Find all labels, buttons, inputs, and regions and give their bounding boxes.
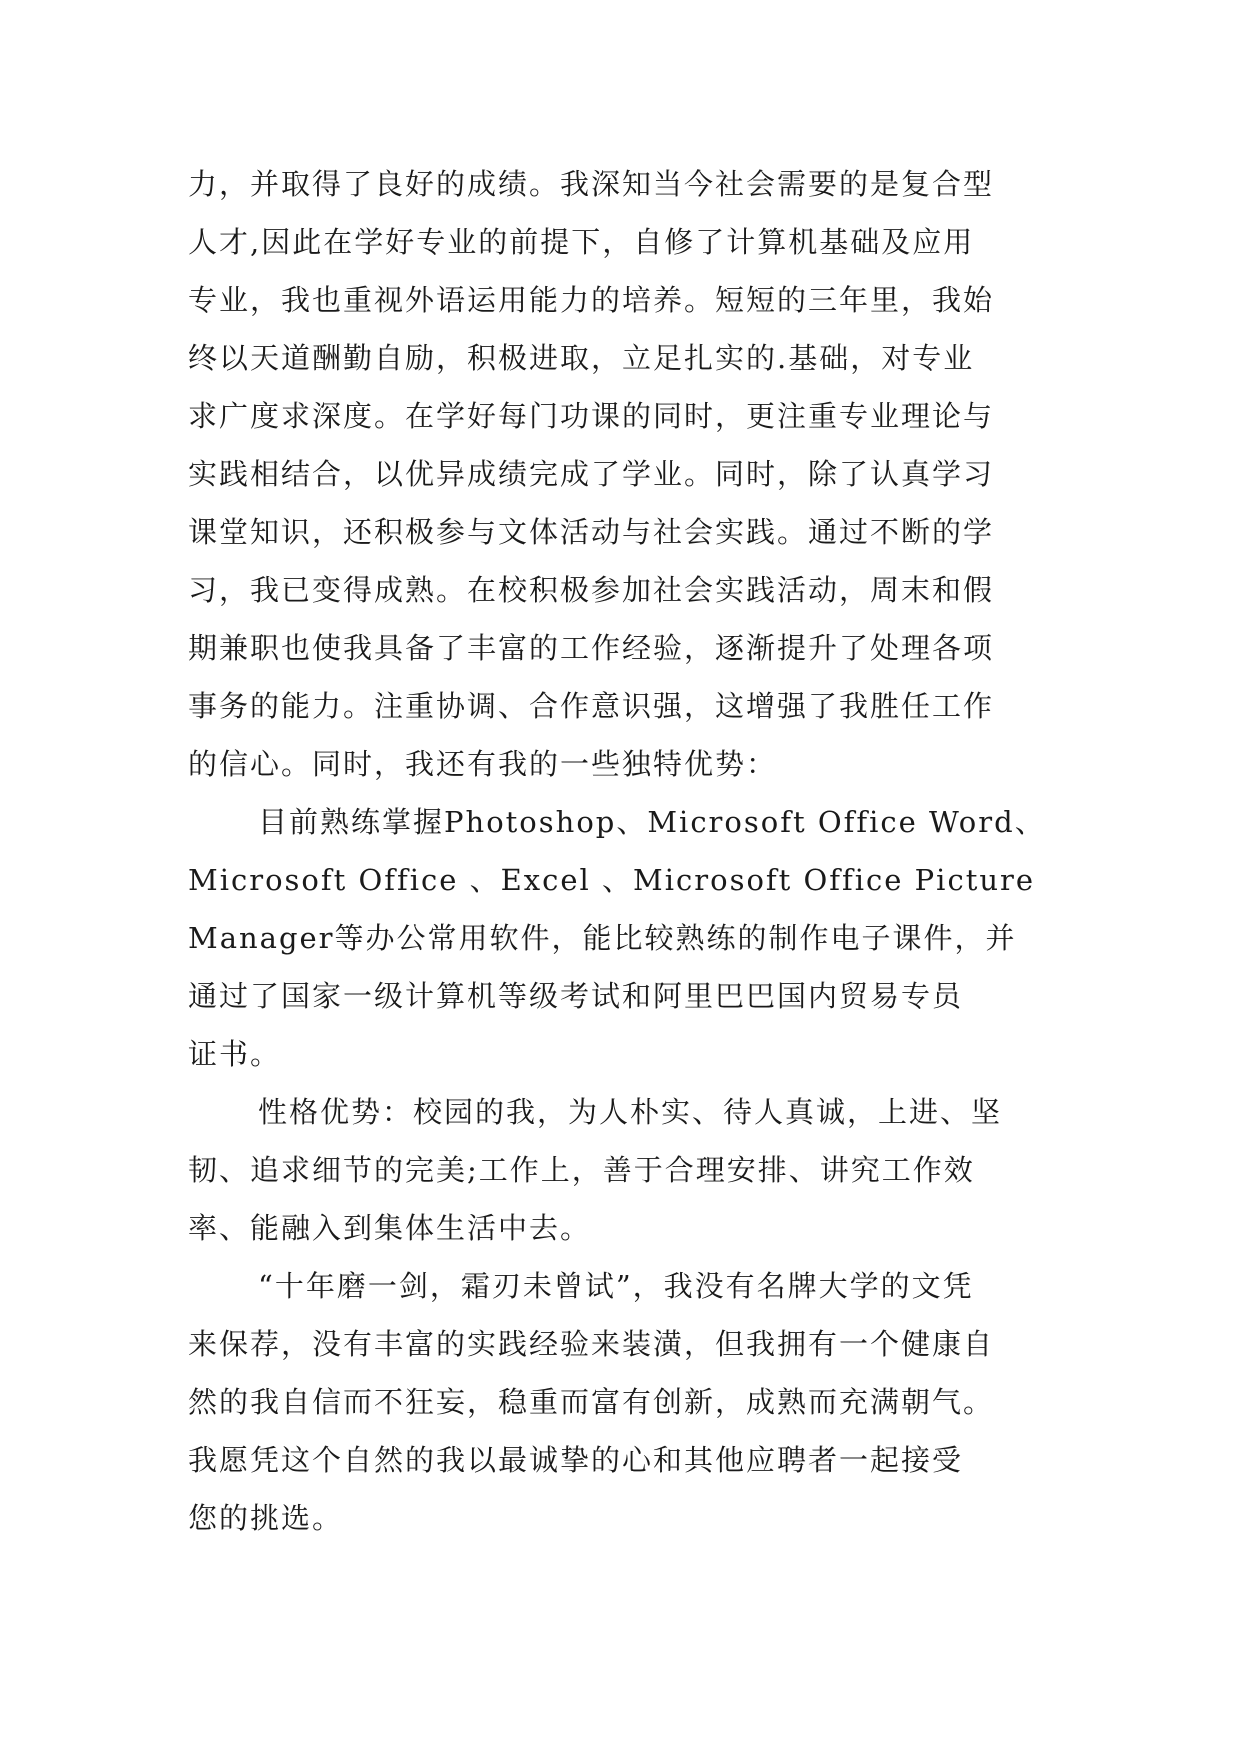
paragraph-line: 您的挑选。: [188, 1501, 344, 1535]
paragraph-line: 专业，我也重视外语运用能力的培养。短短的三年里，我始: [188, 283, 995, 317]
paragraph-line: 人才,因此在学好专业的前提下，自修了计算机基础及应用: [188, 225, 975, 259]
paragraph-line: 期兼职也使我具备了丰富的工作经验，逐渐提升了处理各项: [188, 631, 995, 665]
paragraph-line: 通过了国家一级计算机等级考试和阿里巴巴国内贸易专员: [188, 979, 964, 1013]
paragraph-line: 力，并取得了良好的成绩。我深知当今社会需要的是复合型: [188, 167, 995, 201]
paragraph-line: 事务的能力。注重协调、合作意识强，这增强了我胜任工作: [188, 689, 995, 723]
paragraph-line: 求广度求深度。在学好每门功课的同时，更注重专业理论与: [188, 399, 995, 433]
paragraph-line: Microsoft Office 、Excel 、Microsoft Office Picture: [188, 863, 1036, 897]
paragraph-line: 我愿凭这个自然的我以最诚挚的心和其他应聘者一起接受: [188, 1443, 964, 1477]
paragraph-line: 目前熟练掌握Photoshop、Microsoft Office Word、: [258, 805, 1046, 839]
paragraph-line: 来保荐，没有丰富的实践经验来装潢，但我拥有一个健康自: [188, 1327, 995, 1361]
paragraph-line: 率、能融入到集体生活中去。: [188, 1211, 592, 1245]
paragraph-line: 然的我自信而不狂妄，稳重而富有创新，成熟而充满朝气。: [188, 1385, 995, 1419]
paragraph-line: 性格优势：校园的我，为人朴实、待人真诚，上进、坚: [258, 1095, 1003, 1129]
paragraph-line: 课堂知识，还积极参与文体活动与社会实践。通过不断的学: [188, 515, 995, 549]
paragraph-line: “十年磨一剑，霜刃未曾试”，我没有名牌大学的文凭: [258, 1269, 974, 1303]
paragraph-line: 实践相结合，以优异成绩完成了学业。同时，除了认真学习: [188, 457, 995, 491]
paragraph-line: 终以天道酬勤自励，积极进取，立足扎实的.基础，对专业: [188, 341, 975, 375]
paragraph-line: Manager等办公常用软件，能比较熟练的制作电子课件，并: [188, 921, 1017, 955]
paragraph-line: 的信心。同时，我还有我的一些独特优势：: [188, 747, 778, 781]
paragraph-line: 证书。: [188, 1037, 282, 1071]
paragraph-line: 韧、追求细节的完美;工作上，善于合理安排、讲究工作效: [188, 1153, 975, 1187]
paragraph-line: 习，我已变得成熟。在校积极参加社会实践活动，周末和假: [188, 573, 995, 607]
